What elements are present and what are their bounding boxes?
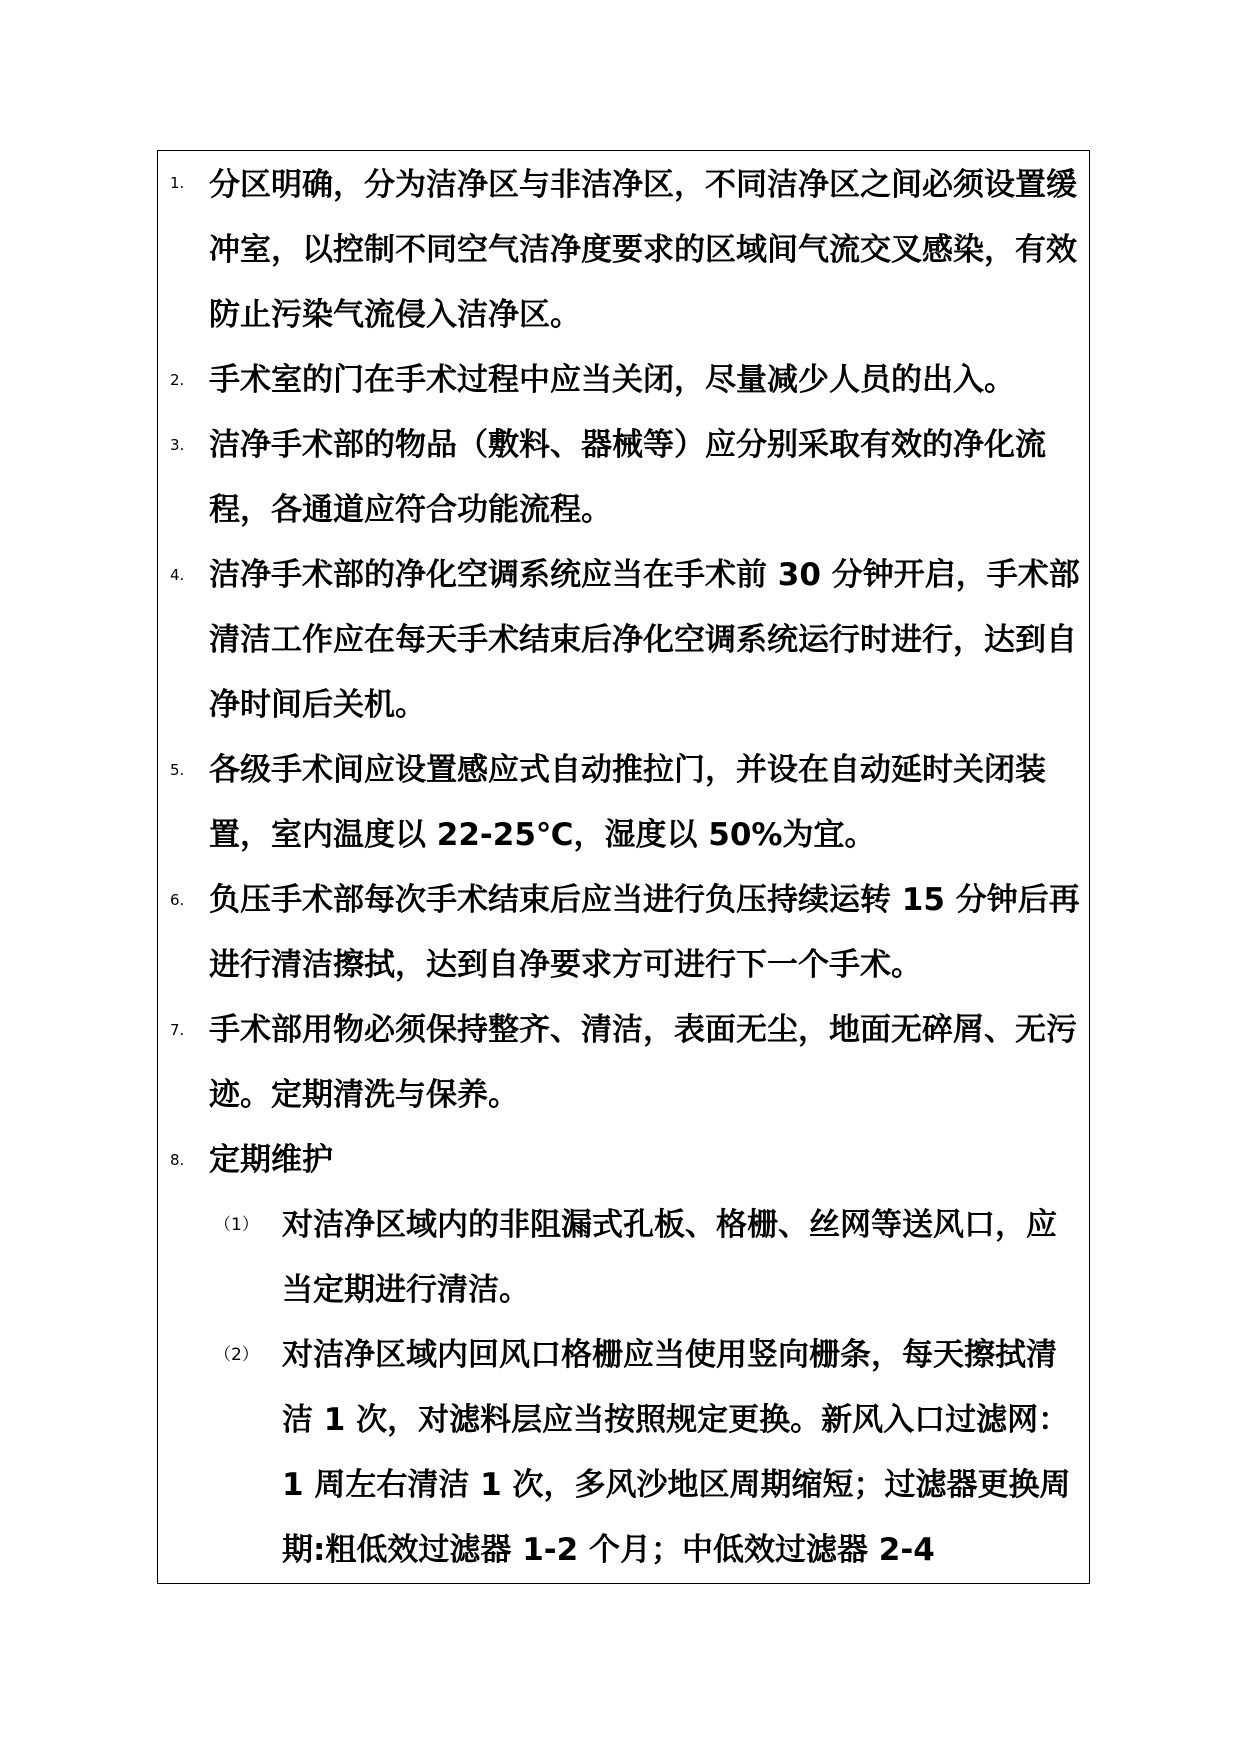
item-number: 7. bbox=[170, 1021, 185, 1039]
item-number: 1. bbox=[170, 174, 185, 192]
sub-item-text: 对洁净区域内的非阻漏式孔板、格栅、丝网等送风口，应当定期进行清洁。 bbox=[282, 1207, 1057, 1308]
list-item bbox=[158, 1128, 1089, 1193]
list-item bbox=[158, 738, 1089, 868]
item-number: 4. bbox=[170, 566, 185, 584]
rules-list bbox=[158, 151, 1089, 1583]
document-frame bbox=[157, 150, 1090, 1584]
item-number: 2. bbox=[170, 371, 185, 389]
sub-item-text: 对洁净区域内回风口格栅应当使用竖向栅条，每天擦拭清洁 1 次，对滤料层应当按照规定更换。新风入口过滤网：1 周左右清洁 1 次，多风沙地区周期缩短；过滤器更换周期:粗低效过滤器 1-2 个月；中低效过滤器 2-4 bbox=[282, 1337, 1071, 1568]
list-item bbox=[158, 151, 1089, 348]
item-text: 定期维护 bbox=[209, 1142, 333, 1178]
item-text: 分区明确，分为洁净区与非洁净区，不同洁净区之间必须设置缓冲室，以控制不同空气洁净度要求的区域间气流交叉感染，有效防止污染气流侵入洁净区。 bbox=[209, 167, 1077, 333]
item-number: 3. bbox=[170, 436, 185, 454]
list-item bbox=[158, 413, 1089, 543]
sub-item-number: （1） bbox=[214, 1215, 259, 1235]
item-text: 手术部用物必须保持整齐、清洁，表面无尘，地面无碎屑、无污迹。定期清洗与保养。 bbox=[209, 1012, 1077, 1113]
item-number: 8. bbox=[170, 1151, 185, 1169]
item-text: 手术室的门在手术过程中应当关闭，尽量减少人员的出入。 bbox=[209, 362, 1015, 398]
item-text: 各级手术间应设置感应式自动推拉门，并设在自动延时关闭装置，室内温度以 22-25℃，湿度以 50%为宜。 bbox=[209, 752, 1046, 853]
sub-item-number: （2） bbox=[214, 1345, 259, 1365]
item-text: 洁净手术部的物品（敷料、器械等）应分别采取有效的净化流程，各通道应符合功能流程。 bbox=[209, 427, 1046, 528]
list-item bbox=[158, 868, 1089, 998]
sub-list-item bbox=[158, 1323, 1089, 1583]
sub-list-item bbox=[158, 1193, 1089, 1323]
item-number: 5. bbox=[170, 761, 185, 779]
item-text: 负压手术部每次手术结束后应当进行负压持续运转 15 分钟后再进行清洁擦拭，达到自净要求方可进行下一个手术。 bbox=[209, 882, 1080, 983]
item-number: 6. bbox=[170, 891, 185, 909]
list-item bbox=[158, 998, 1089, 1128]
list-item bbox=[158, 348, 1089, 413]
list-item bbox=[158, 543, 1089, 738]
item-text: 洁净手术部的净化空调系统应当在手术前 30 分钟开启，手术部清洁工作应在每天手术结束后净化空调系统运行时进行，达到自净时间后关机。 bbox=[209, 557, 1080, 723]
